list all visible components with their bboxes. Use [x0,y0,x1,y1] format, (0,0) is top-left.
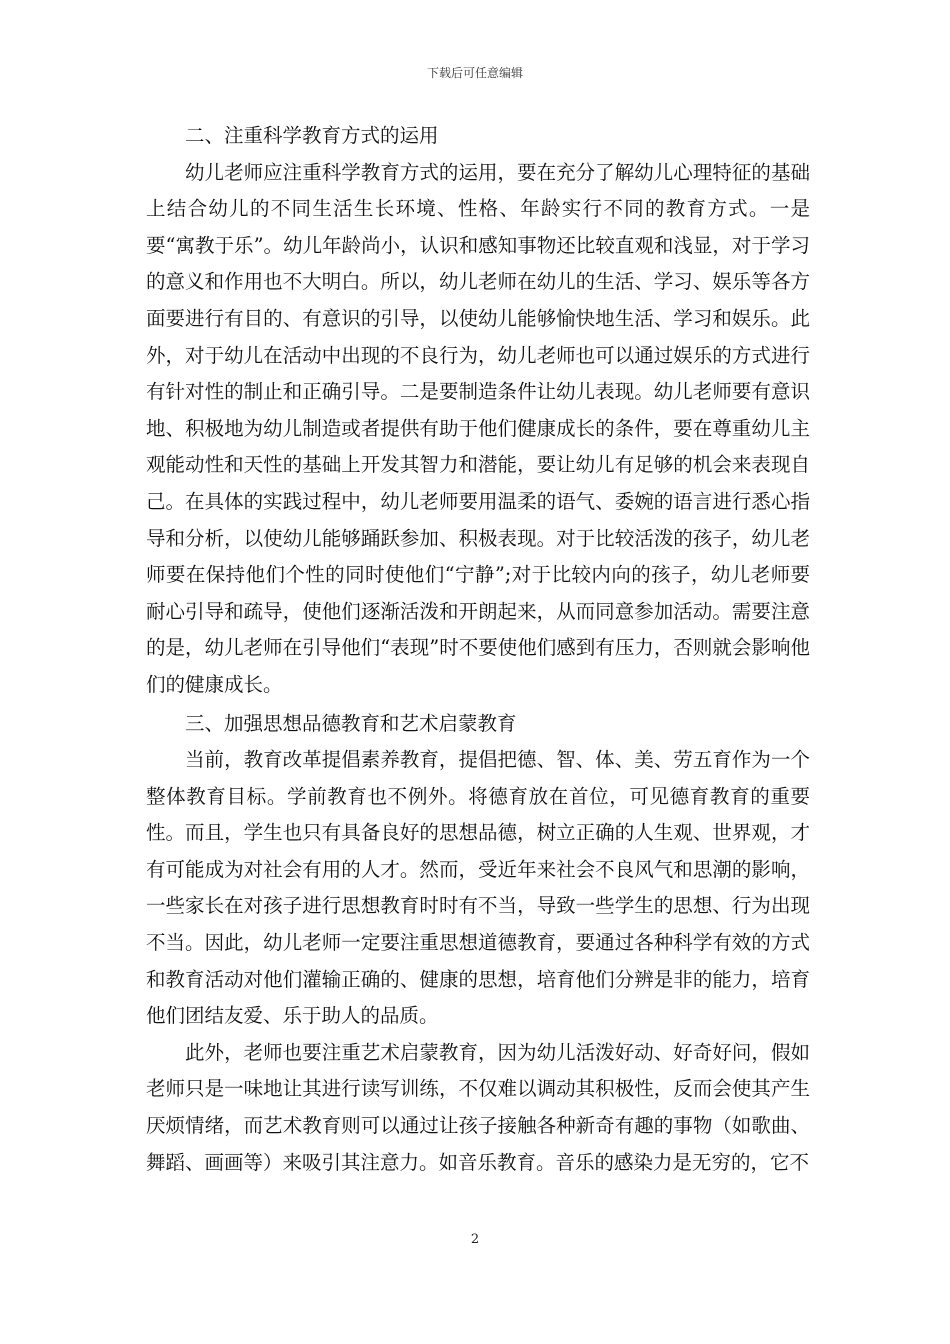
page-header: 下载后可任意编辑 [426,66,523,80]
body-paragraph: 幼儿老师应注重科学教育方式的运用，要在充分了解幼儿心理特征的基础上结合幼儿的不同生活生长环境、性格、年龄实行不同的教育方式。一是要“寓教于乐”。幼儿年龄尚小，认识和感知事物还比较直观和浅显，对于学习的意义和作用也不大明白。所以，幼儿老师在幼儿的生活、学习、娱乐等各方面要进行有目的、有意识的引导，以使幼儿能够愉快地生活、学习和娱乐。此外，对于幼儿在活动中出现的不良行为，幼儿老师也可以通过娱乐的方式进行有针对性的制止和正确引导。二是要制造条件让幼儿表现。幼儿老师要有意识地、积极地为幼儿制造或者提供有助于他们健康成长的条件，要在尊重幼儿主观能动性和天性的基础上开发其智力和潜能，要让幼儿有足够的机会来表现自己。在具体的实践过程中，幼儿老师要用温柔的语气、委婉的语言进行悉心指导和分析，以使幼儿能够踊跃参加、积极表现。对于比较活泼的孩子，幼儿老师要在保持他们个性的同时使他们“宁静”;对于比较内向的孩子，幼儿老师要耐心引导和疏导，使他们逐渐活泼和开朗起来，从而同意参加活动。需要注意的是，幼儿老师在引导他们“表现”时不要使他们感到有压力，否则就会影响他们的健康成长。 [146,160,810,696]
section-heading: 三、加强思想品德教育和艺术启蒙教育 [185,711,517,735]
section-heading: 二、注重科学教育方式的运用 [185,124,439,147]
document-body [146,116,810,1181]
page-number: 2 [470,1232,480,1247]
body-paragraph: 此外，老师也要注重艺术启蒙教育，因为幼儿活泼好动、好奇好问，假如老师只是一味地让其进行读写训练，不仅难以调动其积极性，反而会使其产生厌烦情绪，而艺术教育则可以通过让孩子接触各种新奇有趣的事物（如歌曲、舞蹈、画画等）来吸引其注意力。如音乐教育。音乐的感染力是无穷的，它不 [146,1040,810,1174]
body-paragraph: 当前，教育改革提倡素养教育，提倡把德、智、体、美、劳五育作为一个整体教育目标。学前教育也不例外。将德育放在首位，可见德育教育的重要性。而且，学生也只有具备良好的思想品德，树立正确的人生观、世界观，才有可能成为对社会有用的人才。然而，受近年来社会不良风气和思潮的影响，一些家长在对孩子进行思想教育时时有不当，导致一些学生的思想、行为出现不当。因此，幼儿老师一定要注重思想道德教育，要通过各种科学有效的方式和教育活动对他们灌输正确的、健康的思想，培育他们分辨是非的能力，培育他们团结友爱、乐于助人的品质。 [146,748,810,1028]
